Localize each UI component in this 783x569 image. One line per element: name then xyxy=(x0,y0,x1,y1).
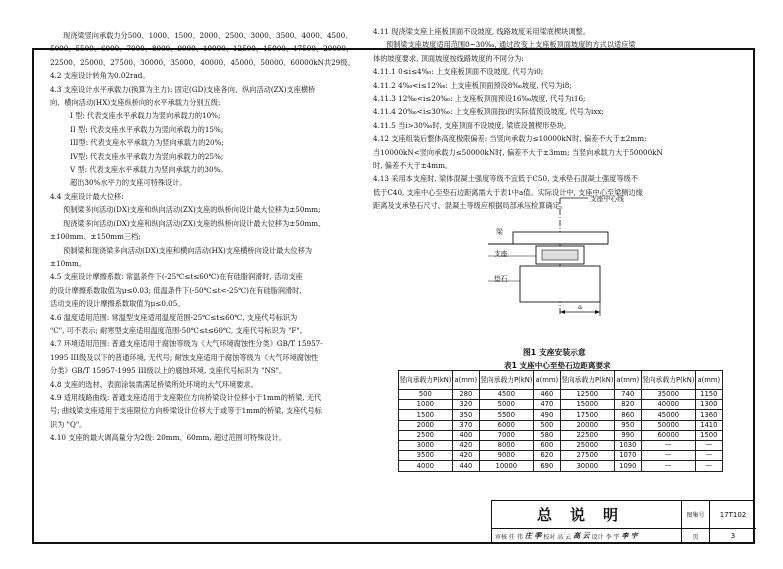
text-line: 当10000kN<竖向承载力≤50000kN时, 偏差不大于±3mm; 当竖向承载力大于50000kN xyxy=(373,147,663,157)
distance-cell: — xyxy=(695,461,722,471)
right-text-column xyxy=(373,25,703,213)
load-cell: 25000 xyxy=(560,440,614,450)
text-line: I 型: 代表支座水平承载力为竖向承载力的10%; xyxy=(70,111,221,121)
load-cell: 60000 xyxy=(641,430,695,440)
distance-cell: 580 xyxy=(533,430,560,440)
distance-cell: 1150 xyxy=(695,390,722,400)
text-line: 4.3 支座设计水平承载力(换算为主力): 固定(GD)支座各向、纵向活动(ZX)支座横桥 xyxy=(50,84,316,94)
text-line: ±100mm、±150mm三档; xyxy=(50,232,141,242)
load-cell: 5000 xyxy=(479,400,533,410)
text-line: "C", 可不表示; 耐寒型支座适用温度范围-50℃≤t≤60℃, 支座代号标识为 "F"。 xyxy=(50,325,307,335)
text-line: 低于C40, 支座中心至垫石边距离需大于表1中a值。实际设计中, 支座中心至梁侧边缘 xyxy=(373,187,643,197)
checker-label: 校对 高 云 xyxy=(543,533,572,541)
load-cell: 50000 xyxy=(641,420,695,430)
table-row xyxy=(399,420,723,430)
distance-cell: 490 xyxy=(533,410,560,420)
distance-cell: 320 xyxy=(452,400,479,410)
load-cell: 2000 xyxy=(399,420,453,430)
text-line: 超出30%水平力的支座可特殊设计。 xyxy=(70,178,187,188)
title-block xyxy=(491,500,755,544)
distance-cell: 1500 xyxy=(695,430,722,440)
page-label: 页 xyxy=(682,529,710,543)
reviewer-signature: 庄 季 xyxy=(524,531,542,540)
drawing-title: 总说明 xyxy=(492,501,682,529)
text-line: 4.8 支座的选材、表面涂装需满足桥梁所处环境的大气环境要求。 xyxy=(50,379,258,389)
distance-cell: — xyxy=(695,440,722,450)
load-cell: — xyxy=(641,461,695,471)
pad-stone-label: 垫石 xyxy=(494,275,508,283)
text-line: 向、横向活动(HX)支座纵桥向的水平承载力分别五级: xyxy=(50,98,221,108)
header-a: a(mm) xyxy=(614,371,641,390)
distance-cell: 370 xyxy=(452,420,479,430)
text-line: 4.5 支座设计摩擦系数: 常温条件下(-25℃≤t≤60℃)在有硅脂润滑时, 活动支座 xyxy=(50,272,303,282)
reviewer-label: 审核 任 伟 xyxy=(495,533,523,541)
distance-cell: 500 xyxy=(533,420,560,430)
distance-cell: 420 xyxy=(452,440,479,450)
distance-cell: 1070 xyxy=(614,451,641,461)
bearing-label: 支座 xyxy=(494,250,508,258)
load-cell: 9000 xyxy=(479,451,533,461)
load-cell: 15000 xyxy=(560,400,614,410)
text-line: 4.9 适用线路曲线: 普通支座适用于支座限位方向桥梁设计位移小于1mm的桥梁, 无代 xyxy=(50,392,322,402)
text-line: 4.13 采用本支座时, 梁体混凝土强度等级不宜低于C50, 支承垫石混凝土强度等级不 xyxy=(373,174,638,184)
text-line: 5000、5500、6000、7000、8000、9000、10000、12500、15000、17500、20000、 xyxy=(50,44,354,54)
text-line: 1995 III级及以下的普通环境, 无代号; 耐蚀支座适用于腐蚀等级为《大气环境腐蚀性 xyxy=(50,352,319,362)
text-line: 4.11.2 4‰<i≤12‰: 上支座板顶面预设8‰坡度, 代号为i8; xyxy=(373,80,572,90)
text-line: 4.11.5 当i>30‰时, 支座顶面不设坡度, 梁底设置楔形垫块。 xyxy=(373,120,571,130)
table-header-row xyxy=(399,371,723,390)
load-cell: 3000 xyxy=(399,440,453,450)
load-cell: 12500 xyxy=(560,390,614,400)
text-line: 4.11.1 0≤i≤4‰: 上支座板顶面不设坡度, 代号为i0; xyxy=(373,67,544,77)
load-cell: 40000 xyxy=(641,400,695,410)
load-cell: 5500 xyxy=(479,410,533,420)
load-cell: 4500 xyxy=(479,390,533,400)
load-cell: 7000 xyxy=(479,430,533,440)
load-cell: 4000 xyxy=(399,461,453,471)
distance-cell: 400 xyxy=(452,430,479,440)
table-body xyxy=(399,390,723,472)
distance-cell: 440 xyxy=(452,461,479,471)
text-line: 时, 偏差不大于±4mm。 xyxy=(373,161,453,171)
distance-cell: 1090 xyxy=(614,461,641,471)
table-row xyxy=(399,390,723,400)
designer-label: 设计 李 宇 xyxy=(591,533,620,541)
text-line: 4.2 支座设计转角为0.02rad。 xyxy=(50,71,150,81)
distance-cell: 690 xyxy=(533,461,560,471)
distance-cell: 1030 xyxy=(614,440,641,450)
load-cell: — xyxy=(641,440,695,450)
text-line: 4.11 现浇梁支座上座板顶面不设坡度, 线路坡度采用梁底楔块调整。 xyxy=(373,27,590,36)
header-a: a(mm) xyxy=(452,371,479,390)
figure-caption: 图1 支座安装示意 xyxy=(523,348,586,357)
load-cell: — xyxy=(641,451,695,461)
text-line: 4.10 支座的最大调高量分为2级: 20mm、60mm, 超过范围可特殊设计。 xyxy=(50,433,286,443)
bearing-diagram xyxy=(468,188,648,338)
text-line: 预制梁和现浇梁多向活动(DX)支座和横向活动(HX)支座横桥向设计最大位移为 xyxy=(63,245,313,255)
table-row xyxy=(399,440,723,450)
text-line: 体的坡度要求, 顶面坡度按线路坡度的不同分为: xyxy=(373,53,524,63)
text-line: ±10mm。 xyxy=(50,258,86,268)
distance-cell: 820 xyxy=(614,400,641,410)
load-cell: 10000 xyxy=(479,461,533,471)
load-cell: 6000 xyxy=(479,420,533,430)
designer-signature: 李 宇 xyxy=(621,531,638,540)
text-line: 分类》GB/T 15957-1995 III级以上的腐蚀环境, 支座代号标识为 "NS"。 xyxy=(50,366,287,376)
header-a: a(mm) xyxy=(533,371,560,390)
text-line: 现浇梁竖向承载力分500、1000、1500、2000、2500、3000、3500、4000、4500、 xyxy=(63,31,353,40)
text-line: 4.4 支座设计最大位移: xyxy=(50,191,124,201)
distance-cell: 600 xyxy=(533,440,560,450)
load-cell: 1000 xyxy=(399,400,453,410)
table-row xyxy=(399,400,723,410)
load-cell: 2500 xyxy=(399,430,453,440)
load-cell: 20000 xyxy=(560,420,614,430)
header-load: 竖向承载力P(kN) xyxy=(641,371,695,390)
signature-row xyxy=(492,529,682,543)
load-cell: 8000 xyxy=(479,440,533,450)
table-caption: 表1 支座中心至垫石边距离要求 xyxy=(504,361,611,370)
dimension-a-label: a xyxy=(578,303,583,311)
text-line: 预制梁多向活动(DX)支座和纵向活动(ZX)支座的纵桥向设计最大位移为±50mm; xyxy=(63,205,321,215)
checker-signature: 高 云 xyxy=(573,531,590,540)
center-line-label: 支座中心线 xyxy=(590,195,624,203)
text-line: IV型: 代表支座水平承载力为竖向承载力的25%; xyxy=(70,151,224,161)
load-cell: 45000 xyxy=(641,410,695,420)
load-cell: 500 xyxy=(399,390,453,400)
atlas-number-value: 17T102 xyxy=(710,501,756,529)
beam-label: 梁 xyxy=(496,228,503,236)
header-load: 竖向承载力P(kN) xyxy=(560,371,614,390)
text-line: II 型: 代表支座水平承载力为竖向承载力的15%; xyxy=(70,124,224,134)
page-number: 3 xyxy=(730,532,736,540)
load-cell: 22500 xyxy=(560,430,614,440)
load-cell: 35000 xyxy=(641,390,695,400)
text-line: 4.12 支座组装后整体高度极限偏差: 当竖向承载力≤10000kN时, 偏差不大于±2mm; xyxy=(373,134,647,144)
distance-cell: 1360 xyxy=(695,410,722,420)
load-cell: 17500 xyxy=(560,410,614,420)
text-line: 现浇梁多向活动(DX)支座和纵向活动(ZX)支座的纵桥向设计最大位移为±50mm、 xyxy=(63,218,326,228)
text-line: 号; 曲线梁支座适用于支座限位方向桥梁设计位移大于或等于1mm的桥梁, 支座代号标 xyxy=(50,406,322,416)
text-line: 22500、25000、27500、30000、35000、40000、45000、50000、60000kN共29级。 xyxy=(50,57,355,67)
text-line: 识为 "Q"。 xyxy=(50,419,87,429)
distance-cell: 470 xyxy=(533,400,560,410)
table-row xyxy=(399,461,723,471)
load-cell: 1500 xyxy=(399,410,453,420)
text-line: 活动支座的设计摩擦系数取值为μ≤0.05。 xyxy=(50,299,185,309)
distance-cell: 950 xyxy=(614,420,641,430)
text-line: 4.6 温度适用范围: 常温型支座适用温度范围-25℃≤t≤60℃, 支座代号标识为 xyxy=(50,312,298,322)
text-line: 4.11.4 20‰<i≤30‰: 上支座板顶面按i的实际值预设坡度, 代号为ixx; xyxy=(373,107,604,117)
distance-cell: — xyxy=(695,451,722,461)
text-line: 4.11.3 12‰<i≤20‰: 上支座板顶面预设16‰坡度, 代号为i16; xyxy=(373,94,586,104)
distance-cell: 420 xyxy=(452,451,479,461)
text-line: III型: 代表支座水平承载力为竖向承载力的20%; xyxy=(70,138,224,148)
distance-cell: 1300 xyxy=(695,400,722,410)
distance-cell: 460 xyxy=(533,390,560,400)
load-cell: 30000 xyxy=(560,461,614,471)
text-line: V 型: 代表支座水平承载力为竖向承载力的30%。 xyxy=(70,165,228,175)
load-cell: 27500 xyxy=(560,451,614,461)
distance-cell: 350 xyxy=(452,410,479,420)
distance-cell: 620 xyxy=(533,451,560,461)
header-a: a(mm) xyxy=(695,371,722,390)
text-line: 4.7 环境适用范围: 普通支座适用于腐蚀等级为《大气环境腐蚀性分类》GB/T 15957- xyxy=(50,339,323,349)
distance-cell: 1410 xyxy=(695,420,722,430)
table-row xyxy=(399,410,723,420)
distance-table xyxy=(398,370,723,472)
table-row xyxy=(399,430,723,440)
distance-cell: 860 xyxy=(614,410,641,420)
header-load: 竖向承载力P(kN) xyxy=(479,371,533,390)
text-line: 距离及支承垫石尺寸、混凝土等级应根据局部承压检算确定。 xyxy=(373,201,568,211)
table-row xyxy=(399,451,723,461)
text-line: 预制梁支座坡度适用范围0~30‰, 通过改变上支座板顶面坡度的方式以适应梁 xyxy=(386,40,636,50)
left-text-column xyxy=(50,29,370,445)
load-cell: 3500 xyxy=(399,451,453,461)
header-load: 竖向承载力P(kN) xyxy=(399,371,453,390)
distance-cell: 990 xyxy=(614,430,641,440)
atlas-number-label: 图集号 xyxy=(682,501,710,529)
text-line: 的设计摩擦系数取值为μ≤0.03; 低温条件下(-50℃≤t<-25℃)在有硅脂润滑时, xyxy=(50,285,302,295)
bearing-installation-figure xyxy=(468,188,648,338)
distance-cell: 280 xyxy=(452,390,479,400)
distance-cell: 740 xyxy=(614,390,641,400)
